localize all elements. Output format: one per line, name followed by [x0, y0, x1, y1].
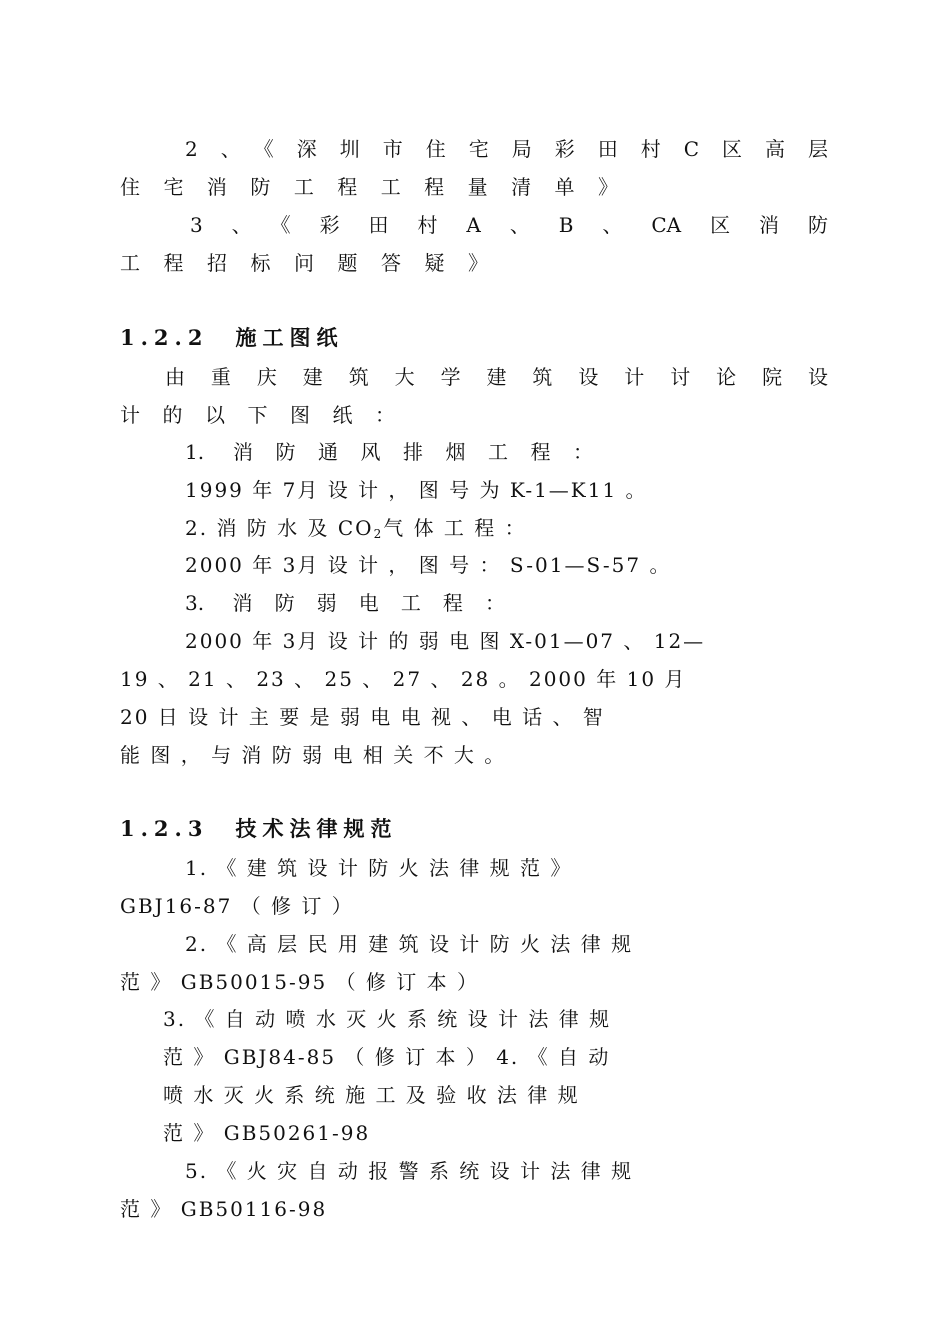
drawings-intro-line-2: 计的以下图纸： — [120, 403, 395, 427]
reference-line-4: 工程招标问题答疑》 — [120, 251, 488, 275]
regulation-3-line-1: 3. 《 自 动 喷 水 灭 火 系 统 设 计 法 律 规 — [163, 1007, 612, 1031]
drawing-item-1-title: 1. 消防通风排烟工程： — [185, 440, 593, 464]
drawing-item-2-title: 2. 消 防 水 及 $CO_2$气 体 工 程 ： — [185, 516, 527, 541]
reference-line-2: 住宅消防工程工程量清单》 — [120, 175, 618, 199]
drawing-item-3-line-3: 20 日 设 计 主 要 是 弱 电 电 视 、 电 话 、 智 — [120, 705, 605, 729]
regulation-5-line-1: 5. 《 火 灾 自 动 报 警 系 统 设 计 法 律 规 — [185, 1159, 634, 1183]
regulation-4-line-1: 喷 水 灭 火 系 统 施 工 及 验 收 法 律 规 — [163, 1083, 580, 1107]
section-heading-1-2-3: 1.2.3 技术法律规范 — [120, 816, 398, 841]
regulation-2-line-1: 2. 《 高 层 民 用 建 筑 设 计 防 火 法 律 规 — [185, 932, 634, 956]
reference-line-3: 3、《彩田村A、B、CA区消防 — [190, 213, 828, 237]
drawing-item-3-line-4: 能 图 ， 与 消 防 弱 电 相 关 不 大 。 — [120, 743, 507, 767]
drawing-item-3-line-2: 19 、 21 、 23 、 25 、 27 、 28 。 2000 年 10 月 — [120, 667, 687, 691]
drawing-item-3-title: 3. 消防弱电工程： — [185, 591, 505, 615]
drawing-item-1-detail: 1999 年 7月 设 计 ， 图 号 为 K-1—K11 。 — [185, 478, 648, 502]
section-heading-1-2-2: 1.2.2 施工图纸 — [120, 325, 344, 350]
regulation-1-line-1: 1. 《 建 筑 设 计 防 火 法 律 规 范 》 — [185, 856, 573, 880]
regulation-4-line-2: 范 》 GB50261-98 — [163, 1121, 371, 1145]
regulation-2-line-2: 范 》 GB50015-95 （ 修 订 本 ） — [120, 970, 480, 994]
drawings-intro-line-1: 由重庆建筑大学建筑设计讨论院设 — [165, 365, 828, 389]
regulation-3-line-2: 范 》 GBJ84-85 （ 修 订 本 ） 4. 《 自 动 — [163, 1045, 611, 1069]
reference-line-1: 2、《深圳市住宅局彩田村C区高层 — [185, 137, 828, 161]
drawing-item-3-line-1: 2000 年 3月 设 计 的 弱 电 图 X-01—07 、 12— — [185, 629, 706, 653]
regulation-1-line-2: GBJ16-87 （ 修 订 ） — [120, 894, 354, 918]
regulation-5-line-2: 范 》 GB50116-98 — [120, 1197, 328, 1221]
drawing-item-2-detail: 2000 年 3月 设 计 ， 图 号 ： S-01—S-57 。 — [185, 553, 672, 577]
